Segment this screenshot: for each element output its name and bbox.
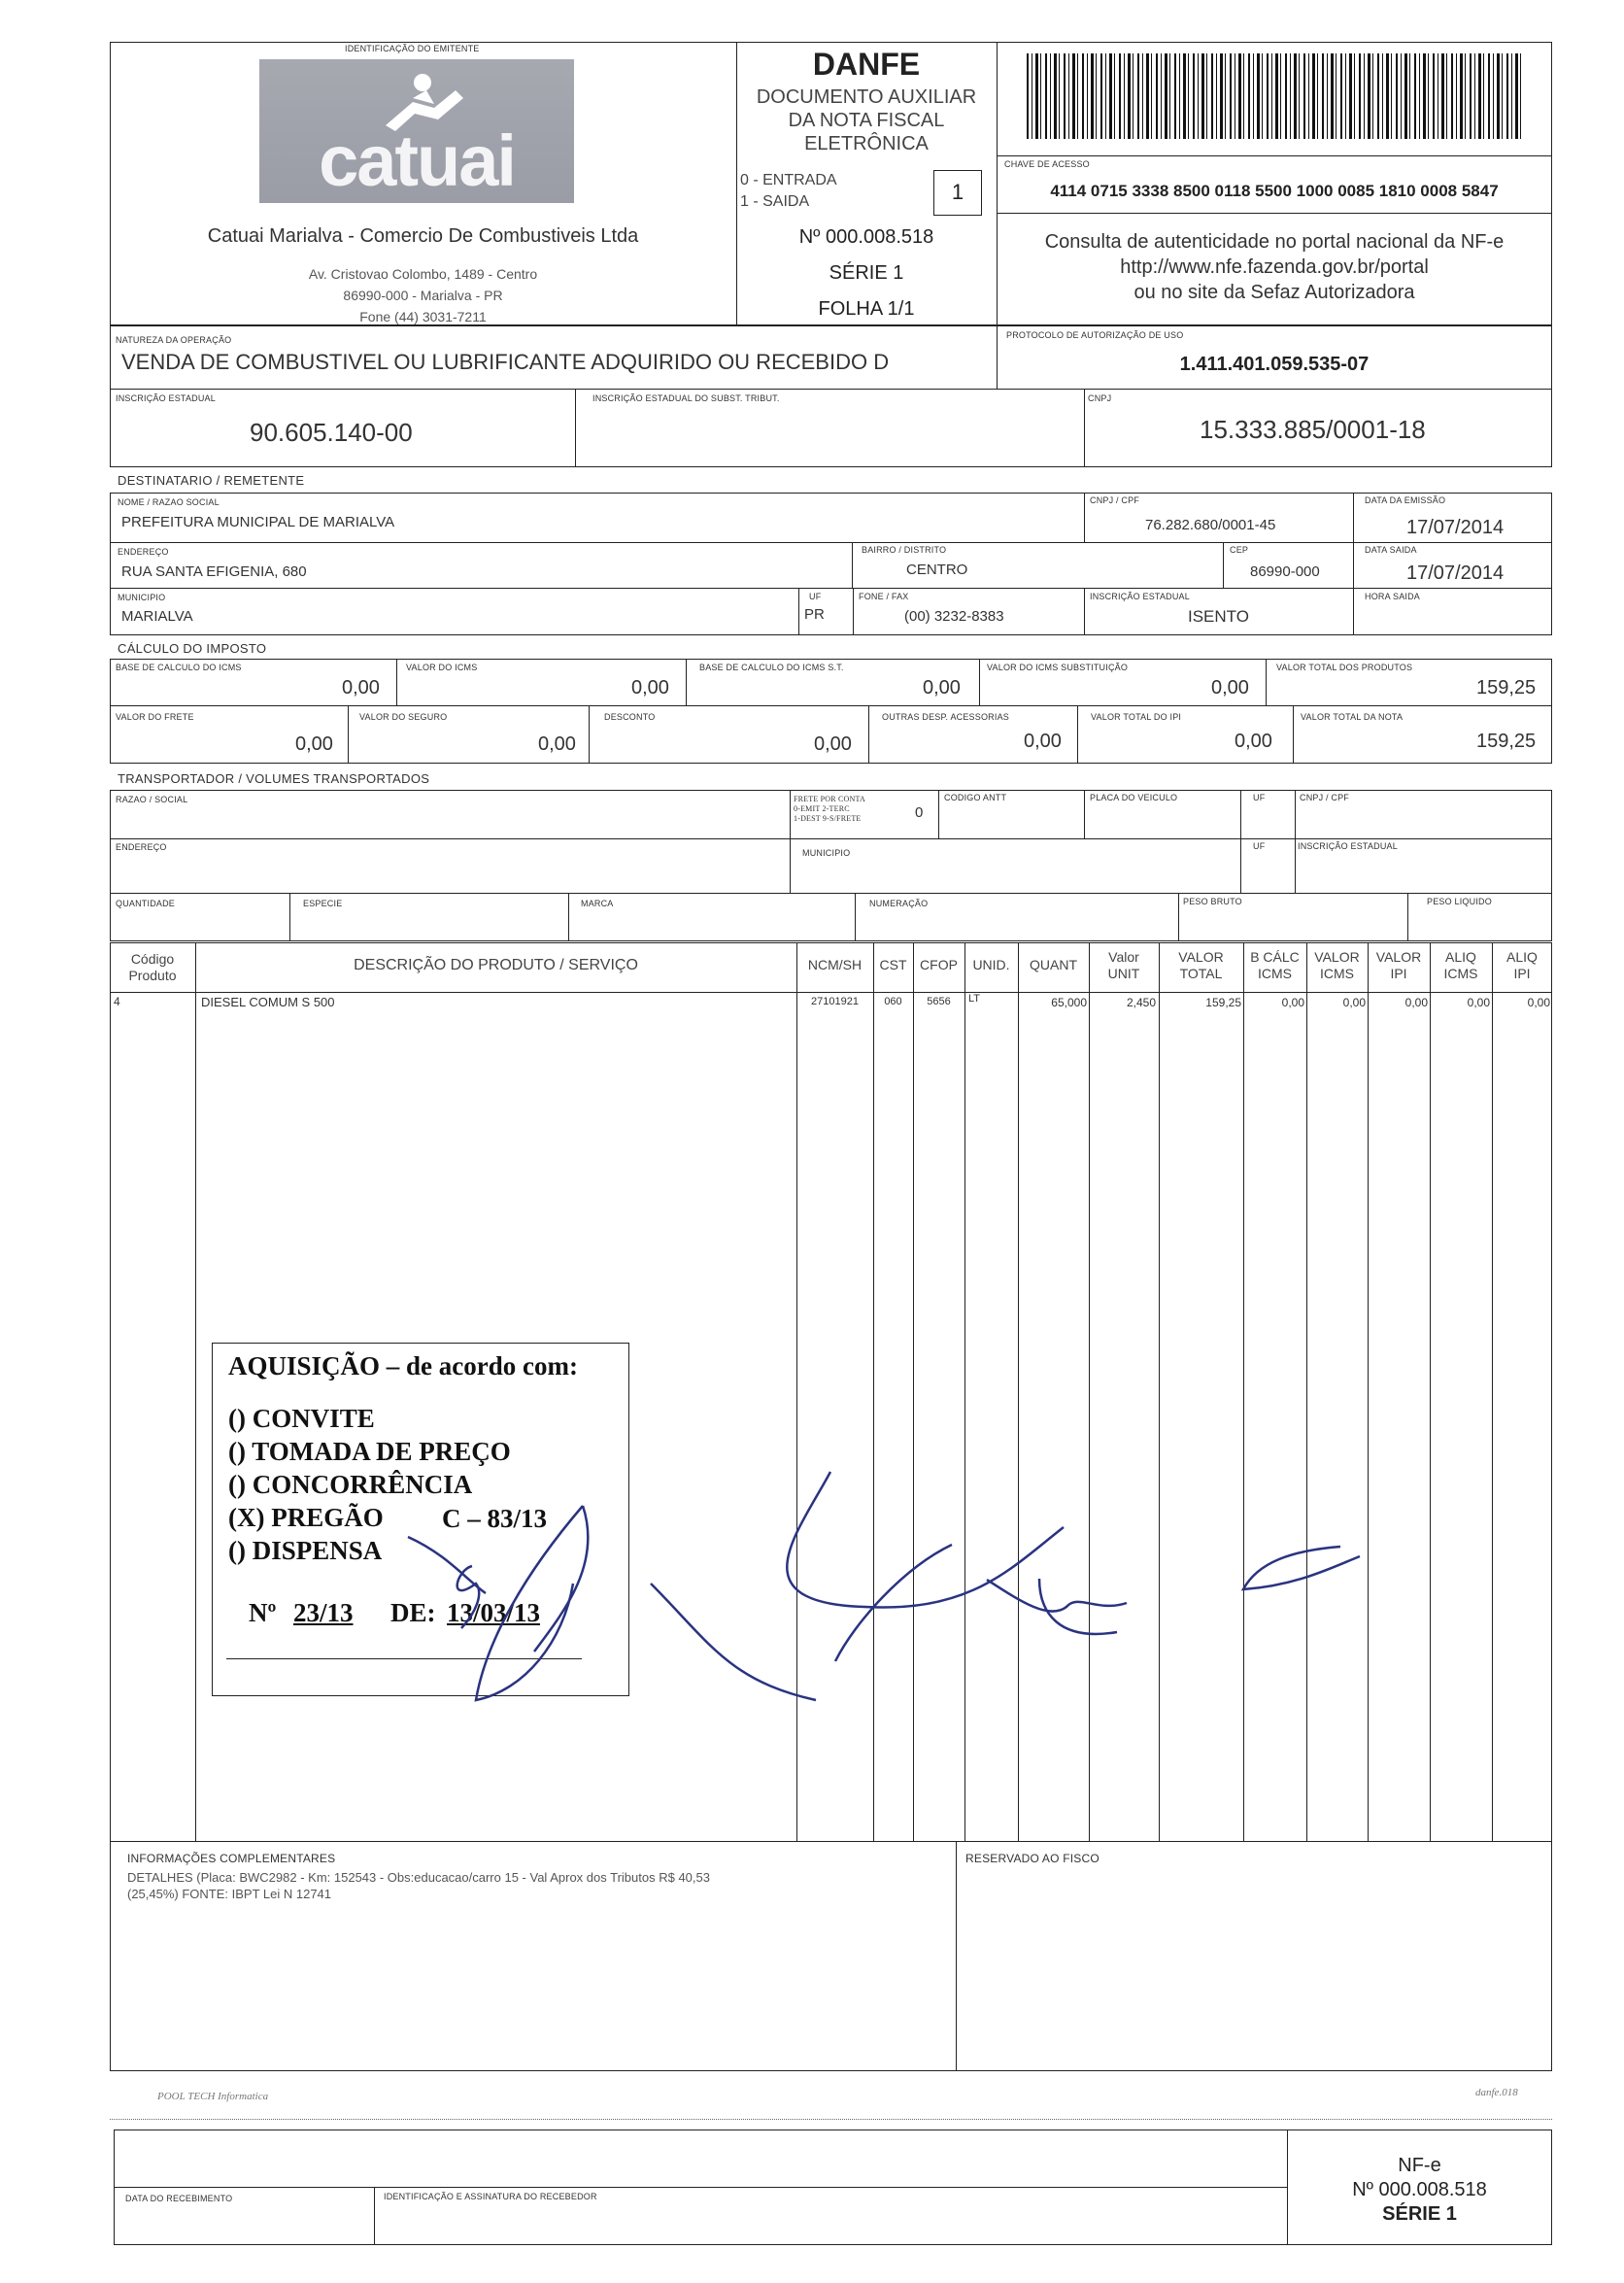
canhoto-serie: SÉRIE 1 bbox=[1382, 2203, 1457, 2225]
emitente-nome: Catuai Marialva - Comercio De Combustiveis Ltda bbox=[207, 225, 639, 247]
col-valor-total: VALOR TOTAL bbox=[1178, 949, 1224, 981]
catuai-logo: catuai bbox=[259, 59, 574, 203]
destinatario-municipio: MARIALVA bbox=[121, 608, 193, 625]
tipo-entrada: 0 - ENTRADA bbox=[740, 172, 837, 188]
chave-acesso: 4114 0715 3338 8500 0118 5500 1000 0085 1810 0008 5847 bbox=[1050, 182, 1499, 200]
emitente-section-label: IDENTIFICAÇÃO DO EMITENTE bbox=[345, 44, 480, 53]
cut-line bbox=[110, 2119, 1552, 2120]
data-saida: 17/07/2014 bbox=[1406, 562, 1505, 584]
base-calculo-icms-st: 0,00 bbox=[923, 677, 961, 699]
informacoes-complementares: DETALHES (Placa: BWC2982 - Km: 152543 - Obs:educacao/carro 15 - Val Aprox dos Tributos R$ 40,53 bbox=[127, 1870, 710, 1885]
natureza-operacao: VENDA DE COMBUSTIVEL OU LUBRIFICANTE ADQUIRIDO OU RECEBIDO D bbox=[121, 350, 890, 374]
valor-icms-st: 0,00 bbox=[1211, 677, 1249, 699]
col-quant: QUANT bbox=[1030, 957, 1077, 972]
danfe-modelo: danfe.018 bbox=[1475, 2087, 1518, 2098]
destinatario-bairro: CENTRO bbox=[906, 562, 968, 578]
canhoto-numero: Nº 000.008.518 bbox=[1352, 2179, 1487, 2200]
destinatario-endereco: RUA SANTA EFIGENIA, 680 bbox=[121, 563, 307, 580]
tipo-saida: 1 - SAIDA bbox=[740, 193, 810, 210]
col-codigo: Código Produto bbox=[128, 951, 177, 983]
destinatario-fone: (00) 3232-8383 bbox=[904, 608, 1004, 625]
data-emissao: 17/07/2014 bbox=[1406, 517, 1505, 538]
outras-despesas: 0,00 bbox=[1024, 731, 1062, 752]
valor-frete: 0,00 bbox=[295, 733, 333, 755]
col-bc-icms: B CÁLC ICMS bbox=[1250, 949, 1300, 981]
inscricao-estadual: 90.605.140-00 bbox=[250, 418, 413, 447]
danfe-document-page: IDENTIFICAÇÃO DO EMITENTE catuai Catuai Marialva - Comercio De Combustiveis Ltda Av. Cristovao Colombo, 1489 - Centro 86990-000 - Marialva - PR Fone (44) 3031-7211 DANFE DOCUMENTO AUXILIAR DA NOTA FISCAL ELETRÔNICA 0 - ENTRADA 1 - SAIDA 1 Nº 000.008.518 SÉRIE 1 FOLHA 1/1 CHAVE DE ACESSO 4114 0715 3338 8500 0118 5500 1000 0085 1810 0008 5847 Consulta de autenticidade no portal nacional da NF-e http://www.nfe.fazenda.gov.br/portal ou no site da Sefaz Autorizadora NATUREZA DA OPERAÇÃO VENDA DE COMBUSTIVEL OU LUBRIFICANTE ADQUIRIDO OU RECEBIDO D PROTOCOLO DE AUTORIZAÇÃO DE USO 1.411.401.059.535-07 INSCRIÇÃO ESTADUAL 90.605.140-00 INSCRIÇÃO ESTADUAL DO SUBST. TRIBUT. CNPJ 15.333.885/0001-18 DESTINATARIO / REMETENTE NOME / RAZAO SOCIAL PREFEITURA MUNICIPAL DE MARIALVA CNPJ / CPF 76.282.680/0001-45 DATA DA EMISSÃO 17/07/2014 ENDEREÇO RUA SANTA EFIGENIA, 680 BAIRRO / DISTRITO CENTRO CEP 86990-000 DATA SAIDA 17/07/2014 MUNICIPIO MARIALVA UF PR FONE / FAX (00) 3232-8383 INSCRIÇÃO ESTADUAL ISENTO HORA SAIDA CÁLCULO DO IMPOSTO BASE DE CALCULO DO ICMS 0,00 VALOR DO ICMS 0,00 BASE DE CALCULO DO ICMS S.T. 0,00 VALOR DO ICMS SUBSTITUIÇÃO 0,00 VALOR TOTAL DOS PRODUTOS 159,25 VALOR DO FRETE 0,00 VALOR DO SEGURO 0,00 DESCONTO 0,00 OUTRAS DESP. ACESSORIAS 0,00 VALOR TOTAL DO IPI 0,00 VALOR TOTAL DA NOTA 159,25 TRANSPORTADOR / VOLUMES TRANSPORTADOS RAZAO / SOCIAL FRETE POR CONTA 0-EMIT 2-TERC 1-DEST 9-S/FRETE 0 CODIGO ANTT PLACA DO VEICULO UF CNPJ / CPF ENDEREÇO MUNICIPIO UF INSCRIÇÃO ESTADUAL QUANTIDADE ESPECIE MARCA NUMERAÇÃO PESO BRUTO PESO LIQUIDO Código Produto DESCRIÇÃO DO PRODUTO / SERVIÇO NCM/SH CST CFOP UNID. QUANT Valor UNIT VALOR TOTAL B CÁLC ICMS VALOR ICMS VALOR IPI ALIQ ICMS ALIQ IPI 4 DIESEL COMUM S 500 27101921 060 5656 LT 65,000 2,450 159,25 0,00 0,00 0,00 0,00 0,00 AQUISIÇÃO – de acordo com: () CONVITE () TOMADA DE PREÇO () CONCORRÊNCIA (X) PREGÃO C – 83/13 () DISPENSA Nº 23/13 DE: 13/03/13 INFORMAÇÕES COMPLEMENTARES DETALHES (Placa: BWC2982 - Km: 152543 - Obs:educacao/carro 15 - Val Aprox dos Tributos R$ 40,53 (25,45%) FONTE: IBPT Lei N 12741 RESERVADO AO FISCO POOL TECH Informatica danfe.018 DATA DO RECEBIMENTO IDENTIFICAÇÃO E ASSINATURA DO RECEBEDOR NF-e Nº 000.008.518 SÉRIE 1 bbox=[0, 0, 1624, 2283]
valor-total-nota: 159,25 bbox=[1476, 731, 1537, 752]
emitente-cep-cidade: 86990-000 - Marialva - PR bbox=[343, 288, 503, 303]
modalidade-frete: 0 bbox=[915, 804, 924, 821]
col-descricao: DESCRIÇÃO DO PRODUTO / SERVIÇO bbox=[354, 957, 638, 973]
col-valor-ipi: VALOR IPI bbox=[1375, 949, 1422, 981]
canhoto-nfe: NF-e bbox=[1398, 2155, 1441, 2176]
valor-total-produtos: 159,25 bbox=[1476, 677, 1537, 699]
destinatario-cep: 86990-000 bbox=[1250, 563, 1320, 580]
col-unid: UNID. bbox=[972, 957, 1010, 972]
aquisicao-stamp: AQUISIÇÃO – de acordo com: () CONVITE () TOMADA DE PREÇO () CONCORRÊNCIA (X) PREGÃO C – 83/13 () DISPENSA Nº 23/13 DE: 13/03/13 bbox=[212, 1343, 629, 1696]
danfe-title: DANFE bbox=[812, 47, 921, 82]
portal-link[interactable]: http://www.nfe.fazenda.gov.br/portal bbox=[1120, 256, 1429, 278]
col-ncm: NCM/SH bbox=[807, 957, 863, 972]
destinatario-cnpj: 76.282.680/0001-45 bbox=[1145, 517, 1276, 533]
emitente-cnpj: 15.333.885/0001-18 bbox=[1200, 415, 1426, 444]
col-aliq-ipi: ALIQ IPI bbox=[1506, 949, 1538, 981]
destinatario-nome: PREFEITURA MUNICIPAL DE MARIALVA bbox=[121, 514, 395, 530]
col-cfop: CFOP bbox=[920, 957, 958, 972]
tipo-operacao-box: 1 bbox=[933, 170, 982, 216]
software-credit: POOL TECH Informatica bbox=[157, 2091, 269, 2102]
signatures-drawing bbox=[272, 1448, 1379, 1739]
col-cst: CST bbox=[879, 957, 907, 972]
emitente-fone: Fone (44) 3031-7211 bbox=[359, 309, 487, 324]
destinatario-ie: ISENTO bbox=[1188, 607, 1249, 626]
danfe-serie: SÉRIE 1 bbox=[829, 262, 904, 284]
col-valor-icms: VALOR ICMS bbox=[1314, 949, 1360, 981]
col-aliq-icms: ALIQ ICMS bbox=[1443, 949, 1478, 981]
danfe-numero: Nº 000.008.518 bbox=[798, 226, 934, 248]
emitente-endereco: Av. Cristovao Colombo, 1489 - Centro bbox=[308, 266, 538, 282]
valor-seguro: 0,00 bbox=[538, 733, 576, 755]
valor-ipi: 0,00 bbox=[1235, 731, 1272, 752]
barcode bbox=[1027, 53, 1522, 139]
valor-icms: 0,00 bbox=[631, 677, 669, 699]
valor-desconto: 0,00 bbox=[814, 733, 852, 755]
col-valor-unit: Valor UNIT bbox=[1107, 949, 1140, 981]
base-calculo-icms: 0,00 bbox=[342, 677, 380, 699]
danfe-folha: FOLHA 1/1 bbox=[818, 298, 915, 320]
protocolo-autorizacao: 1.411.401.059.535-07 bbox=[1179, 354, 1370, 375]
destinatario-uf: PR bbox=[804, 606, 825, 623]
produto-descricao: DIESEL COMUM S 500 bbox=[201, 995, 335, 1009]
